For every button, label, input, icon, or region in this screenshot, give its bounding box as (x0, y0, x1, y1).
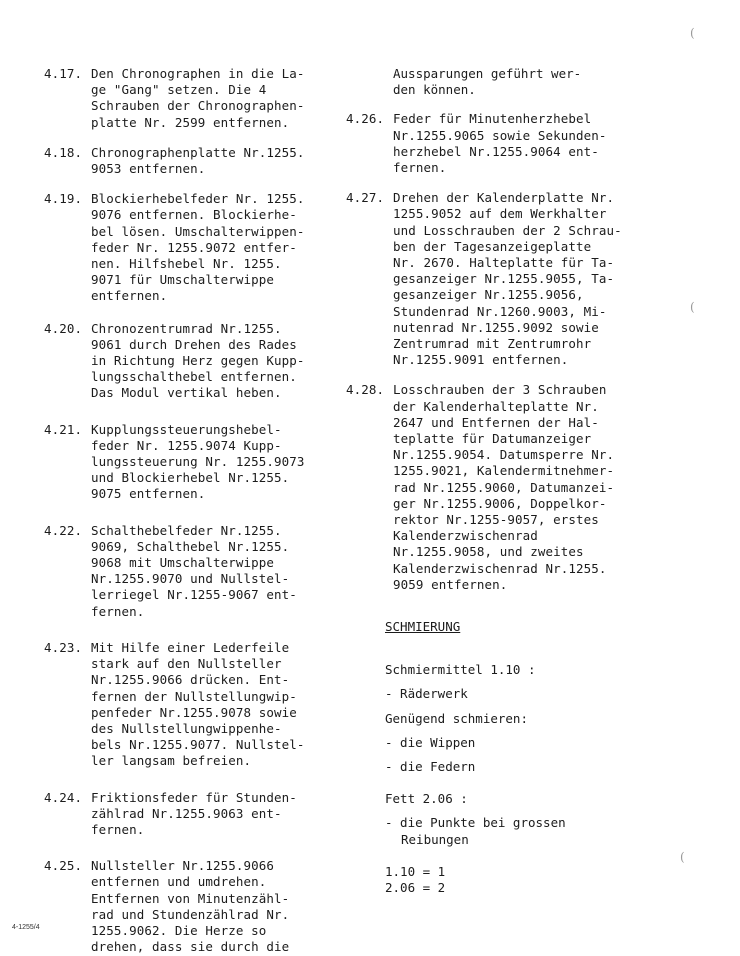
text-line: fernen. (91, 603, 145, 619)
right-items (346, 111, 646, 593)
text-line: lerriegel Nr.1255-9067 ent- (91, 587, 297, 603)
text-line: Nr.1255.9058, und zweites (393, 544, 584, 560)
text-line: rad und Stundenzählrad Nr. (91, 906, 290, 922)
text-line: gesanzeiger Nr.1255.9055, Ta- (393, 271, 615, 287)
text-line: 1255.9052 auf dem Werkhalter (393, 206, 607, 222)
text-line: rektor Nr.1255-9057, erstes (393, 512, 599, 528)
item-text (91, 858, 344, 955)
instruction-item (44, 858, 344, 955)
item-text (91, 191, 344, 304)
text-line: platte Nr. 2599 entfernen. (91, 114, 290, 130)
text-line: Nr.1255.9091 entfernen. (393, 352, 569, 368)
instruction-item (346, 111, 646, 176)
text-line: fernen der Nullstellungwip- (91, 688, 297, 704)
text-line: lungssteuerung Nr. 1255.9073 (91, 454, 305, 470)
text-line: herzhebel Nr.1255.9064 ent- (393, 143, 599, 159)
item-number: 4.19. (44, 191, 83, 207)
item-text (91, 640, 344, 770)
continuation-text (346, 66, 646, 98)
instruction-item (346, 190, 646, 368)
instruction-item (44, 145, 344, 177)
text-line: Nr.1255.9054. Datumsperre Nr. (393, 447, 615, 463)
text-line: rad Nr.1255.9060, Datumanzei- (393, 479, 615, 495)
text-line: Zentrumrad mit Zentrumrohr (393, 336, 592, 352)
grease-item-line-2: Reibungen (401, 831, 469, 847)
text-line: teplatte für Datumanzeiger (393, 431, 592, 447)
text-line: Nr.1255.9066 drücken. Ent- (91, 672, 290, 688)
lubrication-section (346, 619, 646, 896)
text-line: nen. Hilfshebel Nr. 1255. (91, 256, 282, 272)
text-line: 9059 entfernen. (393, 576, 508, 592)
text-line: Das Modul vertikal heben. (91, 385, 282, 401)
margin-mark-bottom: ( (680, 850, 685, 864)
text-line: ler langsam befreien. (91, 753, 252, 769)
right-column (346, 66, 646, 896)
item-number: 4.28. (346, 382, 385, 398)
instruction-item (44, 321, 344, 402)
text-line: bels Nr.1255.9077. Nullstel- (91, 737, 305, 753)
instruction-item (44, 523, 344, 620)
margin-mark-top: ( (690, 26, 695, 40)
continuation-line: Aussparungen geführt wer- (393, 66, 582, 81)
text-line: stark auf den Nullsteller (91, 656, 282, 672)
item-text (393, 111, 646, 176)
text-line: penfeder Nr.1255.9078 sowie (91, 704, 297, 720)
text-line: Chronozentrumrad Nr.1255. (91, 320, 282, 336)
lubrication-heading: SCHMIERUNG (385, 619, 461, 635)
text-line: Kalenderzwischenrad Nr.1255. (393, 560, 607, 576)
text-line: 9071 für Umschalterwippe (91, 272, 275, 288)
instruction-item (44, 191, 344, 304)
sufficient-item-1: - die Wippen (385, 734, 476, 750)
instruction-item (44, 422, 344, 503)
lubricant-1: Schmiermittel 1.10 : (385, 662, 536, 678)
text-line: des Nullstellungwippenhe- (91, 720, 282, 736)
text-line: in Richtung Herz gegen Kupp- (91, 353, 305, 369)
lubricant-1-item: - Räderwerk (385, 686, 468, 702)
text-line: entfernen und umdrehen. (91, 874, 267, 890)
item-number: 4.27. (346, 190, 385, 206)
text-line: 1255.9062. Die Herze so (91, 922, 267, 938)
text-line: Blockierhebelfeder Nr. 1255. (91, 191, 305, 207)
text-line: 2647 und Entfernen der Hal- (393, 414, 599, 430)
item-text (91, 145, 344, 177)
item-number: 4.21. (44, 421, 83, 437)
text-line: Friktionsfeder für Stunden- (91, 789, 297, 805)
page-footer: 4-1255/4 (12, 924, 40, 931)
text-line: 9076 entfernen. Blockierhe- (91, 207, 297, 223)
text-line: und Losschrauben der 2 Schrau- (393, 222, 622, 238)
margin-mark-middle: ( (690, 300, 695, 314)
text-line: Kupplungssteuerungshebel- (91, 421, 282, 437)
text-line: der Kalenderhalteplatte Nr. (393, 398, 599, 414)
text-line: gesanzeiger Nr.1255.9056, (393, 287, 584, 303)
text-line: Schalthebelfeder Nr.1255. (91, 522, 282, 538)
grease-item-line-1: - die Punkte bei grossen (385, 815, 566, 831)
item-number: 4.22. (44, 522, 83, 538)
text-line: 9069, Schalthebel Nr.1255. (91, 538, 290, 554)
text-line: Nr.1255.9070 und Nullstel- (91, 571, 290, 587)
text-line: nutenrad Nr.1255.9092 sowie (393, 319, 599, 335)
item-text (91, 523, 344, 620)
item-text (393, 190, 646, 368)
item-number: 4.23. (44, 639, 83, 655)
item-text (91, 422, 344, 503)
instruction-item (346, 382, 646, 593)
item-text (91, 66, 344, 131)
left-column (44, 66, 344, 955)
text-line: ger Nr.1255.9006, Doppelkor- (393, 495, 607, 511)
text-line: Den Chronographen in die La- (91, 66, 305, 81)
equivalence-1: 1.10 = 1 (385, 863, 446, 879)
sufficient-item-2: - die Federn (385, 758, 476, 774)
text-line: entfernen. (91, 288, 168, 304)
item-number: 4.18. (44, 144, 83, 160)
item-number: 4.25. (44, 858, 83, 874)
item-text (393, 382, 646, 593)
text-line: Nullsteller Nr.1255.9066 (91, 858, 275, 874)
text-line: Entfernen von Minutenzähl- (91, 890, 290, 906)
text-line: Kalenderzwischenrad (393, 528, 538, 544)
text-line: 9061 durch Drehen des Rades (91, 336, 297, 352)
text-line: 1255.9021, Kalendermitnehmer- (393, 463, 615, 479)
text-line: bel lösen. Umschalterwippen- (91, 223, 305, 239)
text-line: Chronographenplatte Nr.1255. (91, 144, 305, 160)
equivalence-2: 2.06 = 2 (385, 879, 446, 895)
text-line: 9068 mit Umschalterwippe (91, 555, 275, 571)
grease-label: Fett 2.06 : (385, 791, 468, 807)
item-text (91, 321, 344, 402)
text-line: Schrauben der Chronographen- (91, 98, 305, 114)
item-number: 4.24. (44, 789, 83, 805)
instruction-item (44, 640, 344, 770)
text-line: Nr. 2670. Halteplatte für Ta- (393, 255, 615, 271)
sufficient-label: Genügend schmieren: (385, 710, 528, 726)
text-line: fernen. (91, 821, 145, 837)
text-line: feder Nr. 1255.9072 entfer- (91, 239, 297, 255)
text-line: feder Nr. 1255.9074 Kupp- (91, 437, 282, 453)
text-line: ben der Tagesanzeigeplatte (393, 238, 592, 254)
item-number: 4.26. (346, 111, 385, 127)
continuation-line: den können. (393, 82, 476, 98)
instruction-item (44, 790, 344, 839)
text-line: lungsschalthebel entfernen. (91, 369, 297, 385)
text-line: 9053 entfernen. (91, 161, 206, 177)
item-number: 4.20. (44, 320, 83, 336)
text-line: Nr.1255.9065 sowie Sekunden- (393, 127, 607, 143)
text-line: Losschrauben der 3 Schrauben (393, 382, 607, 398)
item-number: 4.17. (44, 66, 83, 81)
text-line: ge "Gang" setzen. Die 4 (91, 82, 267, 98)
text-line: Feder für Minutenherzhebel (393, 111, 592, 127)
instruction-item (44, 66, 344, 131)
text-line: 9075 entfernen. (91, 486, 206, 502)
text-line: fernen. (393, 160, 447, 176)
text-line: und Blockierhebel Nr.1255. (91, 470, 290, 486)
text-line: Drehen der Kalenderplatte Nr. (393, 190, 615, 206)
text-line: zählrad Nr.1255.9063 ent- (91, 805, 282, 821)
text-line: drehen, dass sie durch die (91, 939, 290, 955)
text-line: Stundenrad Nr.1260.9003, Mi- (393, 303, 607, 319)
item-text (91, 790, 344, 839)
text-line: Mit Hilfe einer Lederfeile (91, 639, 290, 655)
